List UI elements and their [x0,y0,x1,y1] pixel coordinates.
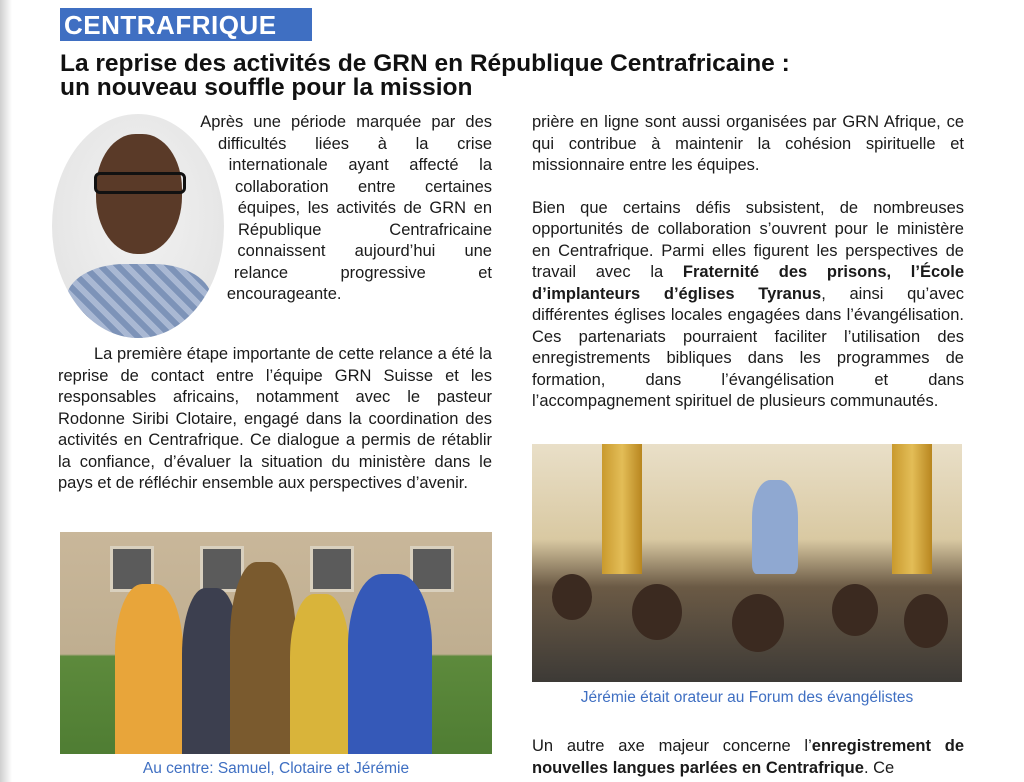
team-photo-caption: Au centre: Samuel, Clotaire et Jérémie [142,760,410,777]
audience-head [552,574,592,620]
photo-curtain [892,444,932,574]
opportunities-bold-partners: Fraternité des prisons, l’École d’implanteurs d’églises Tyranus [532,263,964,303]
languages-paragraph [532,736,964,779]
portrait-glasses [94,172,186,194]
person [348,574,432,754]
opportunities-text-end: , ainsi qu’avec différentes églises locales engagées dans l’évangélisation. Ces partenariats pourraient faciliter l’utilisation des enregistrements bibliques dans les programmes de formation, dans l’évangélisation et dans l’accompagnement spirituel de plusieurs communautés. [532,284,964,410]
audience-head [632,584,682,640]
languages-bold: enregistrement de nouvelles langues parlées en Centrafrique [532,737,965,777]
paragraph-languages [532,736,964,779]
paragraph-first-step: La première étape importante de cette relance a été la reprise de contact entre l’équipe GRN Suisse et les responsables africains, notamment avec le pasteur Rodonne Siribi Clotaire, engagé dans la coordination des activités en Centrafrique. Ce dialogue a permis de rétablir la confiance, d’évaluer la situation du ministère dans le pays et de réfléchir ensemble aux perspectives d’avenir. [58,345,492,492]
languages-text-start: Un autre axe majeur concerne l’ [532,737,812,755]
headline-line-2: un nouveau souffle pour la mission [60,74,473,101]
photo-curtain [602,444,642,574]
portrait-photo [52,114,224,338]
photo-window [310,546,354,592]
paragraph-opportunities [532,198,964,413]
audience-head [732,594,784,652]
headline [60,52,960,100]
speaker [752,480,798,574]
right-column [532,112,964,413]
opportunities-text-start: Bien que certains défis subsistent, de nombreuses opportunités de collaboration s’ouvrent pour le ministère en Centrafrique. Parmi elles figurent les perspectives de travail avec la [532,198,964,281]
forum-photo-caption: Jérémie était orateur au Forum des évangélistes [580,689,914,706]
portrait-face [96,134,182,254]
paragraph-intro: Après une période marquée par des difficultés liées à la crise internationale ayant affecté la collaboration entre certaines équipes, les activités de GRN en République Centrafricaine connaissent aujourd’hui une relance progressive et encourageante. [200,113,492,303]
portrait-shirt [66,264,212,338]
person [290,594,350,754]
person [115,584,183,754]
section-tag: CENTRAFRIQUE [60,8,312,41]
paragraph-prayer: prière en ligne sont aussi organisées par GRN Afrique, ce qui contribue à maintenir la cohésion spirituelle et missionnaire entre les équipes. [532,113,964,174]
page-edge-shadow [0,0,12,782]
audience-head [832,584,878,636]
languages-text-end: . Ce [863,758,895,777]
headline-line-1: La reprise des activités de GRN en République Centrafricaine : [60,50,790,77]
person [230,562,296,754]
forum-photo [532,444,962,682]
audience-head [904,594,948,648]
left-column [58,112,492,495]
team-photo [60,532,492,754]
